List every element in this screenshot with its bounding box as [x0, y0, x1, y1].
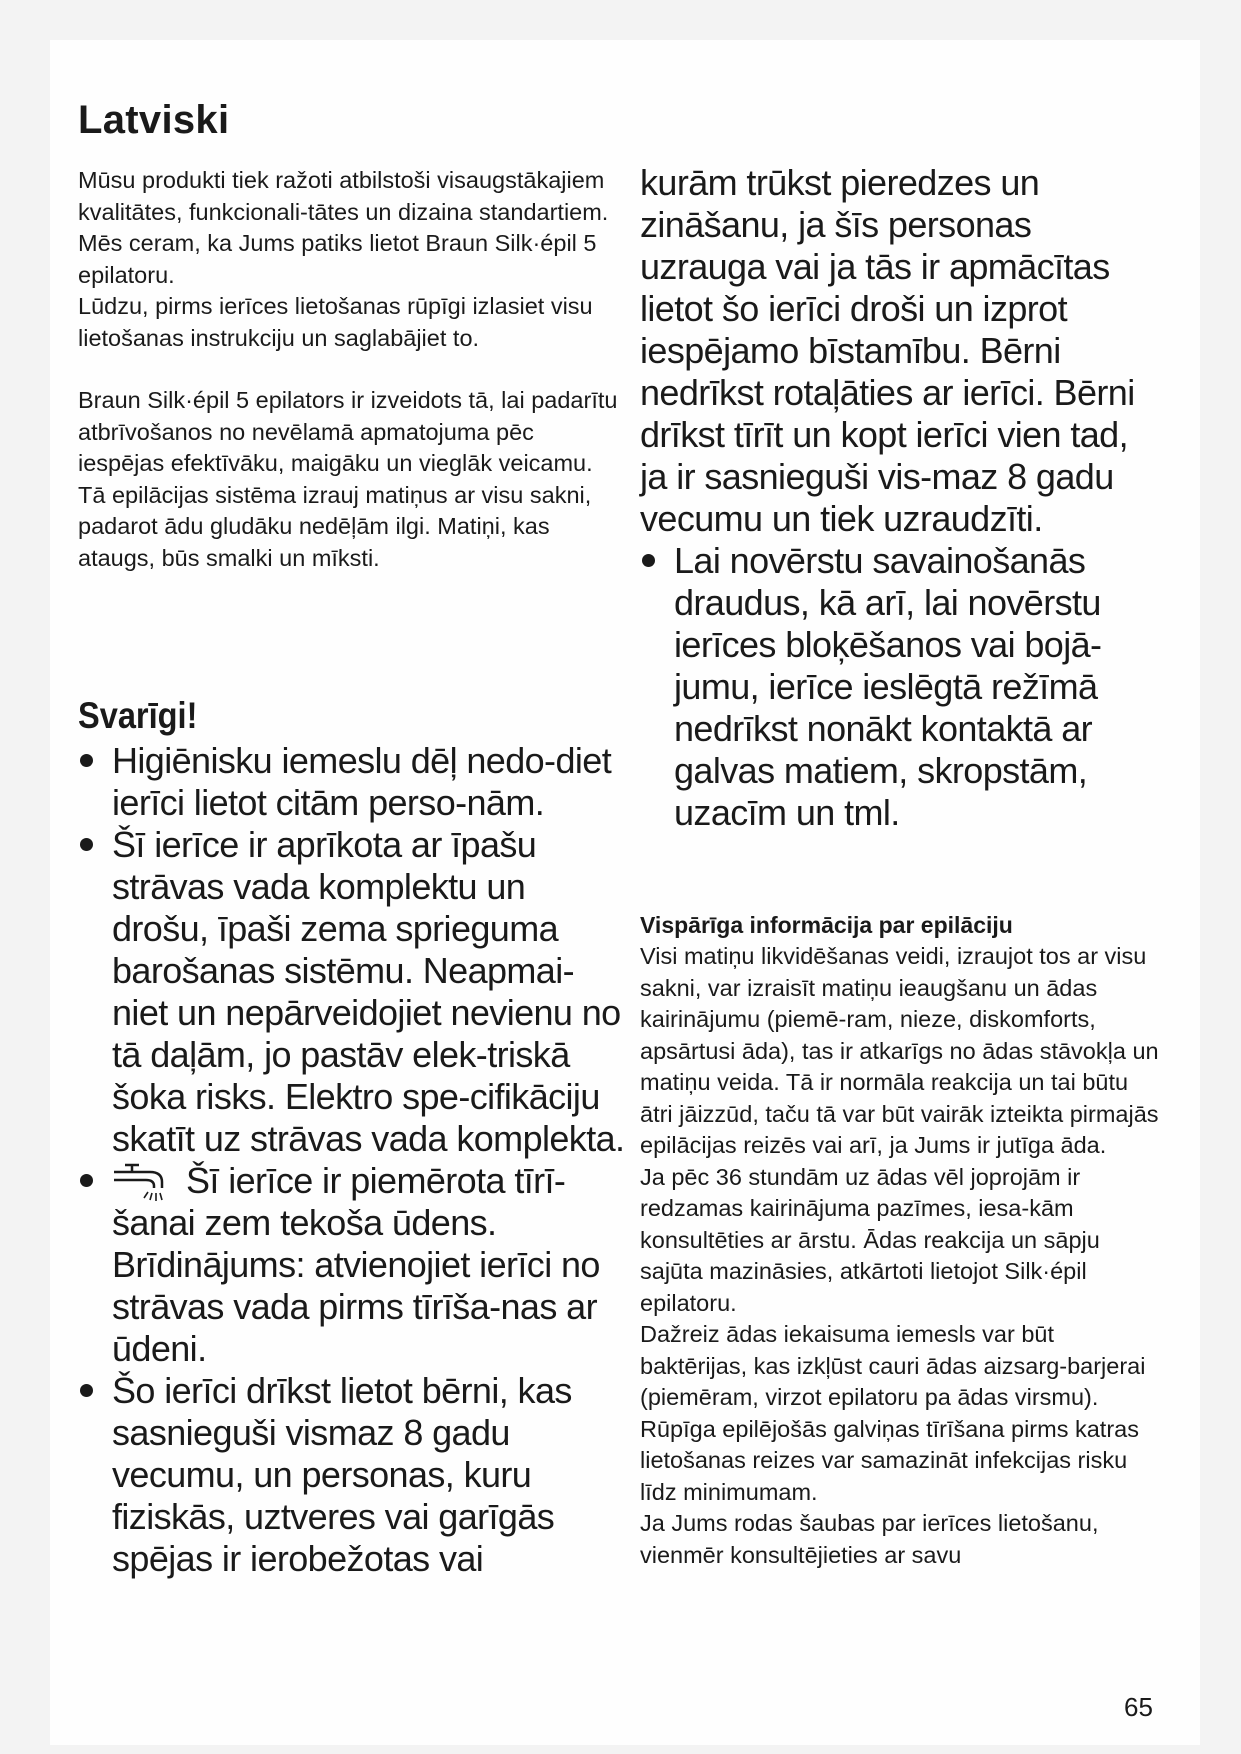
intro-paragraph-1: Mūsu produkti tiek ražoti atbilstoši visaugstākajiem kvalitātes, funkcionali-tātes un dizaina standartiem. Mēs ceram, ka Jums patiks lietot Braun Silk·épil 5 epilatoru.: [78, 167, 609, 288]
left-column: [78, 165, 618, 574]
important-item-3: Šī ierīce ir piemērota tīrī-šanai zem tekoša ūdens. Brīdinājums: atvienojiet ierīci no strāvas vada pirms tīrīša-nas ar ūdeni.: [78, 1160, 628, 1370]
general-info-paragraph-3: Dažreiz ādas iekaisuma iemesls var būt baktērijas, kas izkļūst cauri ādas aizsarg-barjerai (piemēram, virzot epilatoru pa ādas virsmu). Rūpīga epilējošās galviņas tīrīšana pirms katras lietošanas reizes var samazināt infekcijas risku līdz minimumam.: [640, 1321, 1146, 1505]
general-info-paragraph-1: Visi matiņu likvidēšanas veidi, izraujot tos ar visu sakni, var izraisīt matiņu ieaugšanu un ādas kairinājumu (piemē-ram, nieze, diskomforts, apsārtusi āda), tas ir atkarīgs no ādas stāvokļa un matiņu veida. Tā ir normāla reakcija un tai būtu ātri jāizzūd, taču tā var būt vairāk izteikta pirmajās epilācijas reizēs vai arī, ja Jums ir jutīga āda.: [640, 943, 1159, 1158]
important-heading: Svarīgi!: [78, 695, 198, 736]
bullet-icon: [80, 1174, 93, 1187]
important-list: [78, 740, 628, 1580]
general-info-paragraph-2: Ja pēc 36 stundām uz ādas vēl joprojām ir redzamas kairinājuma pazīmes, iesa-kām konsultēties ar ārstu. Ādas reakcija un sāpju sajūta mazināsies, atkārtoti lietojot Silk·épil epilatoru.: [640, 1163, 1100, 1316]
bullet-icon: [642, 554, 655, 567]
important-item-5: Lai novērstu savainošanās draudus, kā arī, lai novērstu ierīces bloķēšanos vai bojā-jumu, ierīce ieslēgtā režīmā nedrīkst nonākt kontaktā ar galvas matiem, skropstām, uzacīm un tml.: [640, 540, 1160, 834]
page-number: 65: [1124, 1692, 1153, 1722]
intro-paragraph-3: Braun Silk·épil 5 epilators ir izveidots tā, lai padarītu atbrīvošanos no nevēlamā apmatojuma pēc iespējas efektīvāku, maigāku un vieglāk veicamu. Tā epilācijas sistēma izrauj matiņus ar visu sakni, padarot ādu gludāku nedēļām ilgi. Matiņi, kas ataugs, būs smalki un mīksti.: [78, 387, 618, 571]
intro-paragraph-2: Lūdzu, pirms ierīces lietošanas rūpīgi izlasiet visu lietošanas instrukciju un saglabājiet to.: [78, 293, 593, 351]
bullet-icon: [80, 1384, 93, 1397]
general-info-section: [640, 910, 1160, 1571]
important-item-4: Šo ierīci drīkst lietot bērni, kas sasnieguši vismaz 8 gadu vecumu, un personas, kuru fiziskās, uztveres vai garīgās spējas ir ierobežotas vai: [78, 1370, 628, 1580]
general-info-title: Vispārīga informācija par epilāciju: [640, 912, 1013, 938]
right-column: [640, 162, 1160, 834]
bullet-icon: [80, 754, 93, 767]
water-tap-icon: [112, 1160, 176, 1202]
important-item-4-continuation: kurām trūkst pieredzes un zināšanu, ja šīs personas uzrauga vai ja tās ir apmācītas lietot šo ierīci droši un izprot iespējamo bīstamību. Bērni nedrīkst rotaļāties ar ierīci. Bērni drīkst tīrīt un kopt ierīci vien tad, ja ir sasnieguši vis-maz 8 gadu vecumu un tiek uzraudzīti.: [640, 162, 1135, 539]
general-info-paragraph-4: Ja Jums rodas šaubas par ierīces lietošanu, vienmēr konsultējieties ar savu: [640, 1510, 1099, 1568]
bullet-icon: [80, 838, 93, 851]
page-title: Latviski: [78, 98, 230, 142]
important-item-2: Šī ierīce ir aprīkota ar īpašu strāvas vada komplektu un drošu, īpaši zema sprieguma barošanas sistēmu. Neapmai-niet un nepārveidojiet nevienu no tā daļām, jo pastāv elek-triskā šoka risks. Elektro spe-cifikāciju skatīt uz strāvas vada komplekta.: [78, 824, 628, 1160]
important-item-1: Higiēnisku iemeslu dēļ nedo-diet ierīci lietot citām perso-nām.: [78, 740, 628, 824]
